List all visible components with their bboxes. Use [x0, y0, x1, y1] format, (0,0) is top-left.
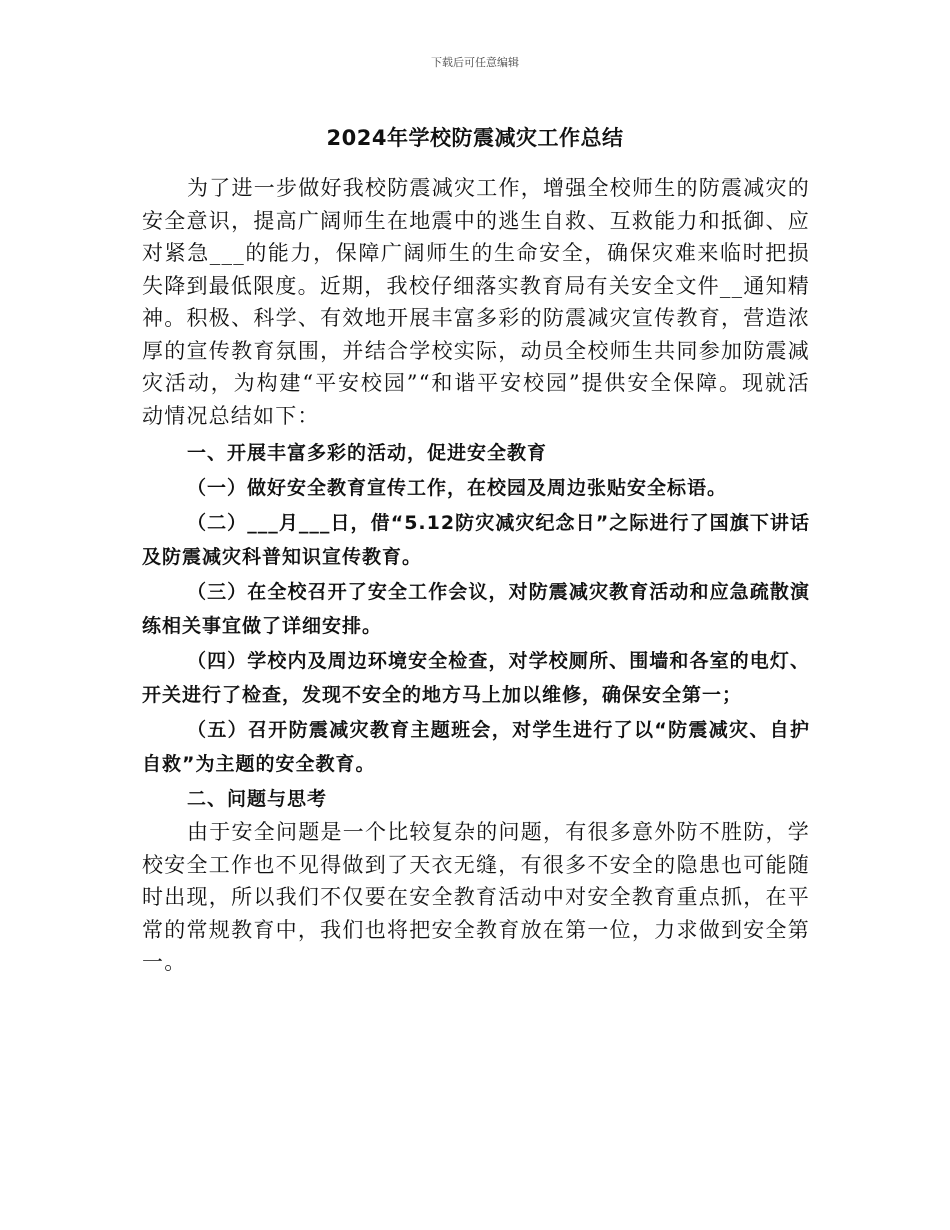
section-heading-2: 二、问题与思考 [187, 788, 328, 810]
list-item: （四）学校内及周边环境安全检查，对学校厕所、围墙和各室的电灯、开关进行了检查，发现不安全的地方马上加以维修，确保安全第一； [142, 650, 810, 706]
list-item: （五）召开防震减灾教育主题班会，对学生进行了以“防震减灾、自护自救”为主题的安全教育。 [142, 719, 810, 775]
document-title: 2024年学校防震减灾工作总结 [326, 126, 624, 150]
list-item: （二）___月___日，借“5.12防灾减灾纪念日”之际进行了国旗下讲话及防震减灾科普知识宣传教育。 [142, 512, 810, 568]
section-heading-1: 一、开展丰富多彩的活动，促进安全教育 [187, 442, 548, 464]
list-item: （一）做好安全教育宣传工作，在校园及周边张贴安全标语。 [187, 477, 728, 499]
document-body [142, 172, 810, 979]
list-item: （三）在全校召开了安全工作会议，对防震减灾教育活动和应急疏散演练相关事宜做了详细安排。 [142, 581, 810, 637]
intro-paragraph: 为了进一步做好我校防震减灾工作，增强全校师生的防震减灾的安全意识，提高广阔师生在地震中的逃生自救、互救能力和抵御、应对紧急___的能力，保障广阔师生的生命安全，确保灾难来临时把损失降到最低限度。近期，我校仔细落实教育局有关安全文件__通知精神。积极、科学、有效地开展丰富多彩的防震减灾宣传教育，营造浓厚的宣传教育氛围，并结合学校实际，动员全校师生共同参加防震减灾活动，为构建“平安校园”“和谐平安校园”提供安全保障。现就活动情况总结如下： [142, 176, 810, 428]
page-header-note: 下载后可任意编辑 [431, 56, 519, 69]
section2-paragraph: 由于安全问题是一个比较复杂的问题，有很多意外防不胜防，学校安全工作也不见得做到了天衣无缝，有很多不安全的隐患也可能随时出现，所以我们不仅要在安全教育活动中对安全教育重点抓，在平常的常规教育中，我们也将把安全教育放在第一位，力求做到安全第一。 [142, 820, 810, 974]
